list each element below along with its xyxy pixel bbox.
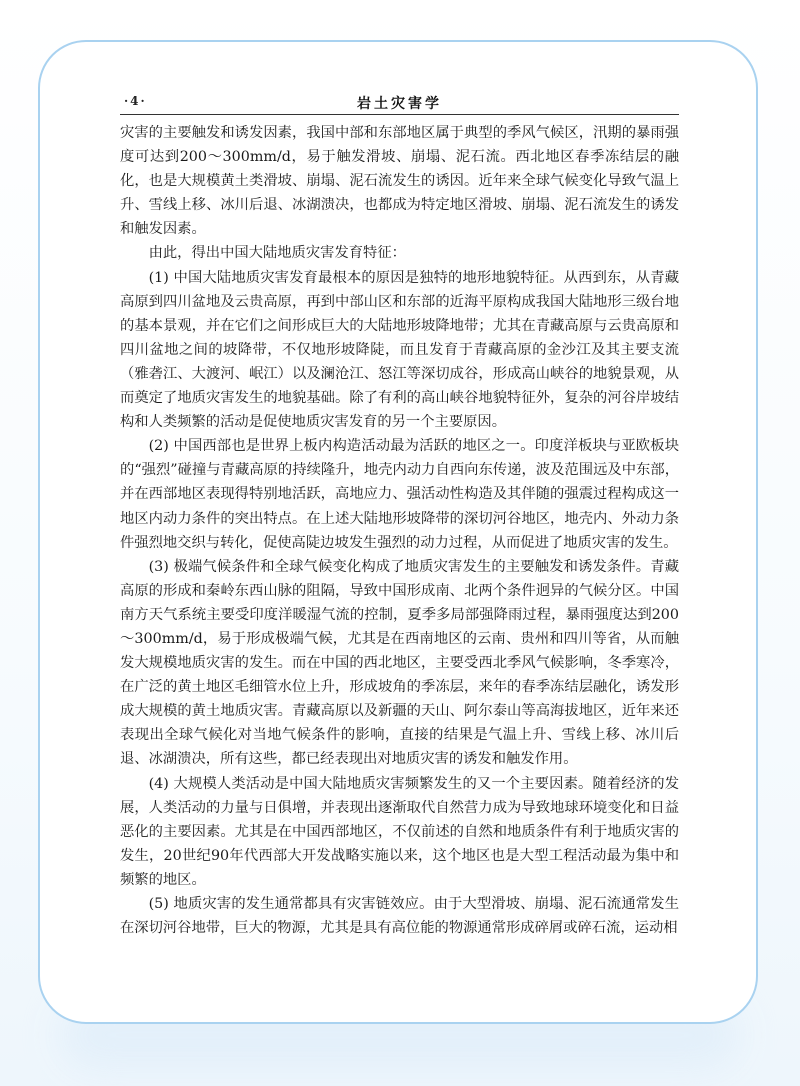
body-text bbox=[120, 121, 679, 940]
paragraph-item-4: (4) 大规模人类活动是中国大陆地质灾害频繁发生的又一个主要因素。随着经济的发展，人类活动的力量与日俱增，并表现出逐渐取代自然营力成为导致地球环境变化和日益恶化的主要因素。尤其是在中国西部地区，不仅前述的自然和地质条件有利于地质灾害的发生，20世纪90年代西部大开发战略实施以来，这个地区也是大型工程活动最为集中和频繁的地区。 bbox=[120, 775, 679, 888]
paragraph-item-1: (1) 中国大陆地质灾害发育最根本的原因是独特的地形地貌特征。从西到东，从青藏高原到四川盆地及云贵高原，再到中部山区和东部的近海平原构成我国大陆地形三级台地的基本景观，并在它们之间形成巨大的大陆地形坡降地带；尤其在青藏高原与云贵高原和四川盆地之间的坡降带，不仅地形坡降陡，而且发育于青藏高原的金沙江及其主要支流（雅砻江、大渡河、岷江）以及澜沧江、怒江等深切成谷，形成高山峡谷的地貌景观，从而奠定了地质灾害发生的地貌基础。除了有利的高山峡谷地貌特征外，复杂的河谷岸坡结构和人类频繁的活动是促使地质灾害发育的另一个主要原因。 bbox=[120, 269, 679, 431]
paragraph-continuation: 灾害的主要触发和诱发因素，我国中部和东部地区属于典型的季风气候区，汛期的暴雨强度可达到200～300mm/d，易于触发滑坡、崩塌、泥石流。西北地区春季冻结层的融化，也是大规模黄土类滑坡、崩塌、泥石流发生的诱因。近年来全球气候变化导致气温上升、雪线上移、冰川后退、冰湖溃决，也都成为特定地区滑坡、崩塌、泥石流发生的诱发和触发因素。 bbox=[120, 125, 679, 238]
page-number: ·4· bbox=[124, 94, 147, 108]
page-header bbox=[120, 92, 679, 115]
paragraph-item-2: (2) 中国西部也是世界上板内构造活动最为活跃的地区之一。印度洋板块与亚欧板块的“强烈”碰撞与青藏高原的持续隆升，地壳内动力自西向东传递，波及范围远及中东部，并在西部地区表现得特别地活跃，高地应力、强活动性构造及其伴随的强震过程构成这一地区内动力条件的突出特点。在上述大陆地形坡降带的深切河谷地区，地壳内、外动力条件强烈地交织与转化，促使高陡边坡发生强烈的动力过程，从而促进了地质灾害的发生。 bbox=[120, 438, 679, 551]
running-title: 岩土灾害学 bbox=[357, 96, 442, 112]
paragraph-item-3: (3) 极端气候条件和全球气候变化构成了地质灾害发生的主要触发和诱发条件。青藏高原的形成和秦岭东西山脉的阻隔，导致中国形成南、北两个条件迥异的气候分区。中国南方天气系统主要受印度洋暖湿气流的控制，夏季多局部强降雨过程，暴雨强度达到200～300mm/d，易于形成极端气候，尤其是在西南地区的云南、贵州和四川等省，从而触发大规模地质灾害的发生。而在中国的西北地区，主要受西北季风气候影响，冬季寒冷，在广泛的黄土地区毛细管水位上升，形成坡角的季冻层，来年的春季冻结层融化，诱发形成大规模的黄土地质灾害。青藏高原以及新疆的天山、阿尔泰山等高海拔地区，近年来还表现出全球气候化对当地气候条件的影响，直接的结果是气温上升、雪线上移、冰川后退、冰湖溃决，所有这些，都已经表现出对地质灾害的诱发和触发作用。 bbox=[120, 558, 679, 768]
paragraph-intro: 由此，得出中国大陆地质灾害发育特征： bbox=[148, 245, 406, 262]
book-page bbox=[120, 92, 679, 992]
paragraph-item-5: (5) 地质灾害的发生通常都具有灾害链效应。由于大型滑坡、崩塌、泥石流通常发生在深切河谷地带，巨大的物源，尤其是具有高位能的物源通常形成碎屑或碎石流，运动相 bbox=[120, 896, 679, 937]
